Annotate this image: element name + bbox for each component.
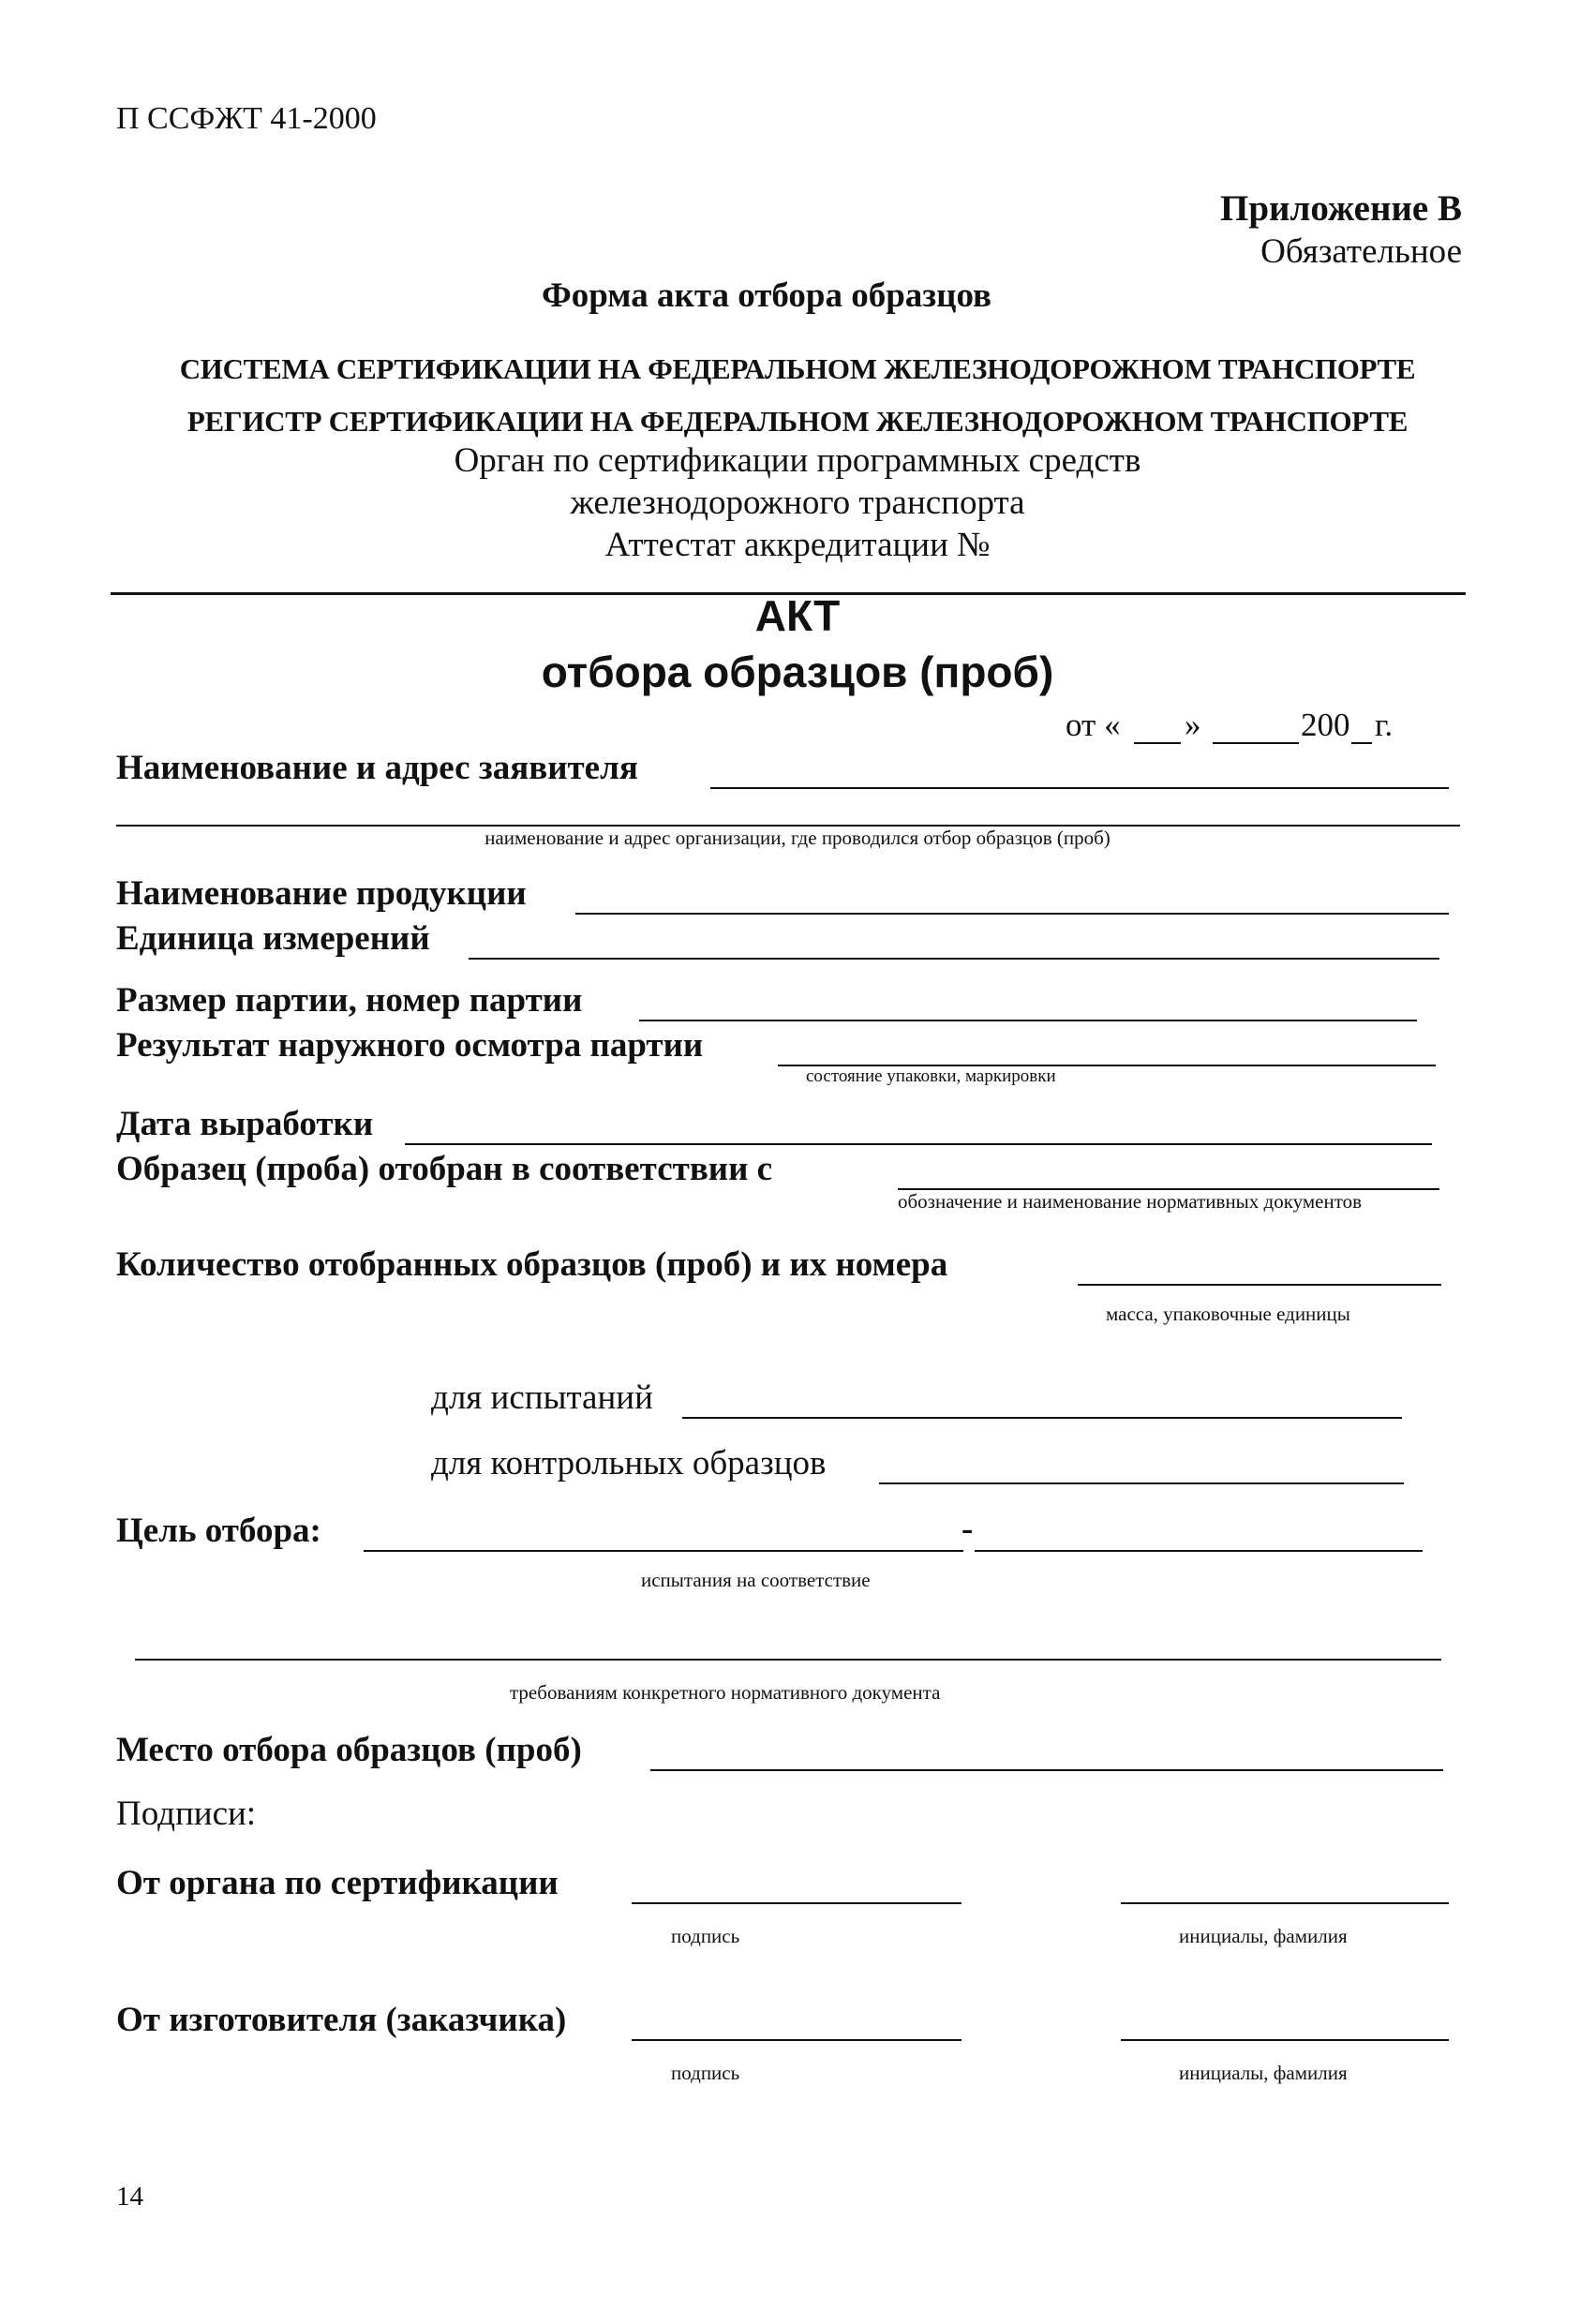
for-tests-label: для испытаний <box>431 1378 653 1417</box>
applicant-field[interactable] <box>710 787 1449 789</box>
purpose-field-2[interactable] <box>975 1550 1423 1552</box>
batch-label: Размер партии, номер партии <box>116 981 583 1020</box>
purpose-caption: испытания на соответствие <box>641 1569 871 1591</box>
appendix-status: Обязательное <box>1260 232 1462 271</box>
manufacturer-sign-caption: подпись <box>671 2062 740 2084</box>
for-control-field[interactable] <box>879 1482 1404 1484</box>
for-control-label: для контрольных образцов <box>431 1444 827 1482</box>
date-year-field[interactable] <box>1351 742 1372 744</box>
applicant-caption: наименование и адрес организации, где проводился отбор образцов (проб) <box>484 827 1111 849</box>
cert-body-label: От органа по сертификации <box>116 1864 559 1902</box>
date-suffix: г. <box>1375 707 1394 743</box>
unit-field[interactable] <box>469 958 1439 960</box>
quantity-field[interactable] <box>1078 1284 1441 1286</box>
cert-body-sign-caption: подпись <box>671 1925 740 1947</box>
purpose-field[interactable] <box>364 1550 963 1552</box>
inspection-label: Результат наружного осмотра партии <box>116 1026 704 1065</box>
applicant-label: Наименование и адрес заявителя <box>116 749 638 787</box>
manufacturer-name-caption: инициалы, фамилия <box>1179 2062 1348 2084</box>
purpose-dash: - <box>961 1510 974 1548</box>
date-month-field[interactable] <box>1213 742 1299 744</box>
date-day-field[interactable] <box>1134 742 1181 744</box>
cert-body-name-caption: инициалы, фамилия <box>1179 1925 1348 1947</box>
batch-field[interactable] <box>639 1020 1417 1021</box>
cert-body-name-field[interactable] <box>1121 1902 1449 1904</box>
quantity-caption: масса, упаковочные единицы <box>1106 1303 1350 1325</box>
purpose-label: Цель отбора: <box>116 1512 321 1550</box>
for-tests-field[interactable] <box>682 1417 1402 1419</box>
certification-system: СИСТЕМА СЕРТИФИКАЦИИ НА ФЕДЕРАЛЬНОМ ЖЕЛЕЗНОДОРОЖНОМ ТРАНСПОРТЕ <box>179 352 1416 385</box>
act-title: АКТ <box>754 591 841 640</box>
sampled-per-label: Образец (проба) отобран в соответствии с <box>116 1150 773 1188</box>
form-title: Форма акта отбора образцов <box>542 276 992 315</box>
inspection-caption: состояние упаковки, маркировки <box>806 1066 1056 1086</box>
unit-label: Единица измерений <box>116 919 430 958</box>
manufacturer-signature-field[interactable] <box>632 2039 961 2041</box>
certification-register: РЕГИСТР СЕРТИФИКАЦИИ НА ФЕДЕРАЛЬНОМ ЖЕЛЕЗНОДОРОЖНОМ ТРАНСПОРТЕ <box>186 405 1409 438</box>
appendix-label: Приложение В <box>1220 188 1462 229</box>
signatures-title: Подписи: <box>116 1795 257 1833</box>
quantity-label: Количество отобранных образцов (проб) и их номера <box>116 1245 948 1284</box>
place-label: Место отбора образцов (проб) <box>116 1731 582 1769</box>
manufacturer-name-field[interactable] <box>1121 2039 1449 2041</box>
act-subtitle: отбора образцов (проб) <box>541 648 1054 696</box>
date-prefix: от « <box>1066 707 1121 743</box>
production-date-label: Дата выработки <box>116 1105 374 1143</box>
accreditation-certificate: Аттестат аккредитации № <box>604 526 991 564</box>
page-number: 14 <box>116 2182 143 2212</box>
certification-body-line2: железнодорожного транспорта <box>570 484 1025 522</box>
purpose-caption-2: требованиям конкретного нормативного документа <box>510 1681 941 1704</box>
manufacturer-label: От изготовителя (заказчика) <box>116 2001 567 2039</box>
production-date-field[interactable] <box>405 1143 1432 1145</box>
certification-body: Орган по сертификации программных средств <box>454 441 1141 480</box>
sampled-per-caption: обозначение и наименование нормативных документов <box>898 1190 1363 1213</box>
place-field[interactable] <box>650 1769 1443 1771</box>
date-year: 200 <box>1301 707 1350 743</box>
date-mid: » <box>1185 707 1201 743</box>
product-field[interactable] <box>575 913 1449 915</box>
product-label: Наименование продукции <box>116 874 527 913</box>
cert-body-signature-field[interactable] <box>632 1902 961 1904</box>
purpose-field-line2[interactable] <box>135 1659 1441 1661</box>
document-code: П ССФЖТ 41-2000 <box>116 101 377 136</box>
